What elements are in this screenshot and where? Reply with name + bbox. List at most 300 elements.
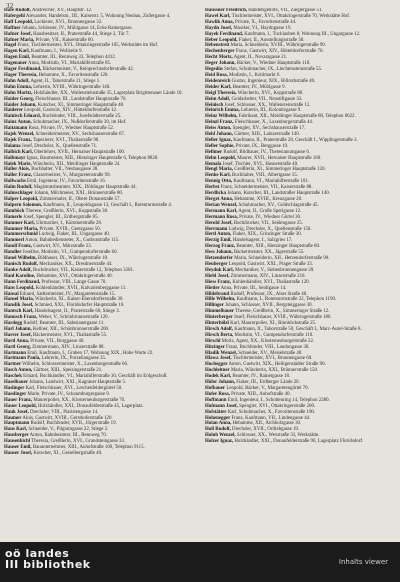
entry-name: Harrer Josef, xyxy=(4,332,32,338)
entry-details: Wäscherin, XI., Kaiser-Ebersdorferstraße 30. xyxy=(33,297,124,303)
entry-details: Buchhalter, VII., Neubaugasse 38. xyxy=(30,167,99,173)
entry-name: Hammer Karl, xyxy=(4,220,35,226)
entry-name: Hager Ferdinand, xyxy=(4,67,42,73)
entry-name: Hardegg xyxy=(4,321,23,327)
entry-name: Hajek Franz, xyxy=(4,137,32,143)
entry-name: Hansel Maria, xyxy=(4,297,34,303)
entry-details: Private, VII., Kaiserstraße 60. xyxy=(34,37,95,43)
entry-details: Fiaker, III., Erdberger Lände 20. xyxy=(235,380,300,386)
entry-name: Hermann Rosa, xyxy=(205,214,238,220)
entry-name: Hetzendorfer xyxy=(205,256,233,262)
entry-name: Höfer Johann, xyxy=(205,380,236,386)
entry-name: Hofmann Josef, xyxy=(205,403,238,409)
entry-details: Rosa, Private, IV., Wiedner Hauptstraße 52. xyxy=(27,126,115,132)
entry-name: Hitzinger xyxy=(205,344,225,350)
entry-name: Hertl Anton, xyxy=(205,232,232,238)
entry-details: Fiaker, XIX., Grinzinger Straße 30. xyxy=(231,232,302,238)
entry-name: Hauer Leopold, xyxy=(4,403,37,409)
right-column xyxy=(205,8,397,536)
entry-name: Heigl Theresia, xyxy=(205,90,237,96)
entry-name: Hechenberger xyxy=(205,49,235,55)
entry-name: Hammerschmid xyxy=(4,232,38,238)
entry-name: Hochleitner xyxy=(205,368,230,374)
entry-details: Agent, II., Novaragasse 21. xyxy=(232,55,288,61)
entry-name: Holan Anna, xyxy=(205,421,232,427)
entry-details: Josef, Spengler, III., Erdbergstraße 85. xyxy=(22,214,99,220)
entry-details: Hebamme, XVI., Ottakringerstraße 40. xyxy=(35,273,113,279)
entry-details: Franz, Schneidermeister, VII., Kaiserstraße 88. xyxy=(219,185,313,191)
entry-details: Johann, Schlosser, XVII., Bergsteiggasse 30. xyxy=(223,303,313,309)
entry-details: Hebamme, X., Favoritenstraße 120. xyxy=(37,72,109,78)
entry-name: Hahn Moritz, xyxy=(4,90,33,96)
entry-details: Theresia, Greißlerin, XVI., Grundsteingasse 33. xyxy=(30,439,126,445)
entry-name: Hahn Emma, xyxy=(4,84,32,90)
entry-name: Himmelbauer xyxy=(205,309,235,315)
entry-name: Hegedüs xyxy=(205,67,223,73)
entry-details: Moriz, Agent, XX., Klosterneuburgerstraße 22. xyxy=(220,338,315,344)
entry-details: Modistin, VI., Gumpendorferstraße 110. xyxy=(233,332,314,338)
entry-name: Hess Johann, xyxy=(205,250,233,256)
entry-name: Hennig Otto, xyxy=(205,179,233,185)
entry-name: Herbst xyxy=(205,185,220,191)
entry-details: Johann, Landwirt, XXI., Kagraner Hauptstraße 5. xyxy=(27,380,127,386)
entry-name: Hanke Adolf, xyxy=(4,267,32,273)
entry-details: Holzhändler, XXI., Donaufelderstraße 45, Lagerplatz. xyxy=(36,403,144,409)
logo-line-1: oö landes xyxy=(5,547,70,560)
entry-details: Uhrmacher, I., Kärntnerstraße 28. xyxy=(34,220,103,226)
entry-details: Agent, II., Taborstraße 21, Stiege 1. xyxy=(29,78,101,84)
entry-details: Josef, Schlosser, XX., Wallensteinstraße 12. xyxy=(223,102,311,108)
entry-name: Hausberger xyxy=(4,433,29,439)
entry-details: Magistratsbeamter, XIX., Döblinger Hauptstraße 44. xyxy=(32,185,137,191)
entry-details: Josef, Fleischhauer, XVIII., Währingerstraße 180. xyxy=(232,315,332,321)
entry-details: Beamter, III., Rennweg 33, Telephon 4412. xyxy=(30,55,116,61)
entry-details: Josef, Tischler, XVI., Hasnerstraße 40. xyxy=(221,161,299,167)
entry-name: Hainz Anton, xyxy=(4,120,32,126)
entry-details: Gastwirt, XV., Märzstraße 23. xyxy=(32,244,92,250)
entry-name: Hauser Emil, xyxy=(4,445,32,451)
entry-details: Bäckermeister, XVI., Thaliastraße 55. xyxy=(31,332,108,338)
entry-details: Therese, Greißlerin, XVI., Koppstraße 30. xyxy=(24,208,109,214)
entry-details: Tapezierer, XVI., Thaliastraße 90. xyxy=(31,137,100,143)
entry-name: Haslinger xyxy=(4,386,25,391)
entry-details: Anna, Modistin, VI., Mariahilferstraße 85. xyxy=(27,61,112,67)
entry-name: Haiderer xyxy=(4,108,23,114)
entry-name: Heller Ignaz, xyxy=(205,137,233,143)
entry-name: Hasch Anton, xyxy=(4,368,33,374)
entry-name: Hodek Karl, xyxy=(205,374,232,380)
entry-details: Karl, Schuhmacher, X., Favoritenstraße 190. xyxy=(226,409,316,415)
entry-name: Hebenstreit xyxy=(205,43,230,49)
entry-details: Wäscherin, XII., Meidlinger Hauptstraße 24. xyxy=(31,161,121,167)
entry-details: Rudolf, Buchbinder, XVII., Jörgerstraße 19. xyxy=(29,421,117,427)
entry-details: Kaufmann, II., Praterstraße 28, Geschäft I., Wipplingerstraße 3. xyxy=(232,137,358,143)
entry-name: Herdlicka xyxy=(205,191,226,197)
entry-details: Leopold, Gastwirt, XIV., Hütteldorferstraße 12. xyxy=(22,108,118,114)
entry-details: Schuhmacher, XV., Goldschlagstraße 45. xyxy=(237,202,319,208)
entry-name: Hafner Maria, xyxy=(4,37,35,43)
entry-details: Rudolf, Beamter, III., Salesianergasse 11. xyxy=(22,321,105,327)
entry-details: Franz, Buchbinder, VIII., Laudongasse 30. xyxy=(224,344,310,350)
entry-name: Hawel Karl, xyxy=(205,13,231,19)
library-logo[interactable] xyxy=(5,548,91,571)
entry-details: Anton, Bahnbeamter, III., Rennweg 70. xyxy=(28,433,108,439)
entry-name: Herrmann xyxy=(205,226,228,232)
entry-details: Wilhelm, Schlossermeister, X., Laxenburgerstraße 66. xyxy=(21,362,129,368)
entry-details: Emil, Kaufmann, I., Graben 17, Wohnung XIX., Hohe Warte 22. xyxy=(26,350,154,356)
entry-details: Bäckermeister, XX., Jägerstraße 55. xyxy=(232,250,305,256)
entry-details: Hausbesitzer, II., Praterstraße 44, Stiege 2, Tür 7. xyxy=(31,31,130,37)
entry-details: Ludwig, Fiaker, III., Ungargasse 40. xyxy=(37,232,110,238)
entry-details: Greißlerin, XI., Simmeringer Hauptstraße 120. xyxy=(232,167,326,173)
entry-details: Emil, Ingenieur, IV., Favoritenstraße 16. xyxy=(25,179,106,185)
entry-name: Herget Anna, xyxy=(205,197,233,202)
entry-details: Kohlenhändler, XVII., Kalvarienberggasse 11. xyxy=(34,285,127,291)
entry-name: Heider Karl, xyxy=(205,84,232,90)
entry-details: Rudolf, Bildhauer, IV., Theresianumgasse 6. xyxy=(222,149,311,155)
entry-details: Kaufmann, I., Tuchlauben 8, Wohnung III., Ungargasse 12. xyxy=(243,31,361,37)
entry-name: Heger Johann, xyxy=(205,61,236,67)
entry-name: Hansal xyxy=(4,291,19,297)
entry-name: Halama xyxy=(4,143,21,149)
entry-name: Hann Ferdinand, xyxy=(4,279,41,285)
entry-name: Hinterberger xyxy=(205,315,233,321)
entry-name: Heid Rosa, xyxy=(205,72,228,78)
entry-details: Bauunternehmer, XIII., Auhofstraße 100, Telephon 9115. xyxy=(31,445,145,451)
entry-name: Hantsch Karl, xyxy=(4,309,34,315)
entry-name: Hille Wilhelm, xyxy=(205,297,236,303)
entry-details: Leopold, Bäcker, V., Margaretengürtel 70. xyxy=(225,386,309,391)
entry-name: Hager Theresia, xyxy=(4,72,38,78)
entry-details: Fleischhauer, III., Landstraßer Hauptstraße 70. xyxy=(34,96,127,102)
entry-name: Heuberger xyxy=(205,261,228,267)
entry-name: Halek Marie, xyxy=(4,161,32,167)
entry-name: Hawlik Anna, xyxy=(205,19,234,25)
entry-name: Hellmer xyxy=(205,149,223,155)
entry-details: Private, X., Favoritenstraße 44. xyxy=(233,19,297,25)
entry-details: Maria, Schneiderin, XII., Hetzendorferstraße 90. xyxy=(232,256,330,262)
left-column xyxy=(4,8,194,536)
entry-name: Henke Karl, xyxy=(205,173,231,179)
entry-name: Hajek Wenzel, xyxy=(4,132,35,138)
entry-name: Hagel xyxy=(4,43,17,49)
entry-name: Hirsch Berta, xyxy=(205,332,234,338)
entry-details: Beamter, IV., Mühlgasse 9. xyxy=(231,84,286,90)
entry-details: Kaufmann, I., Wollzeile 9. xyxy=(29,49,83,55)
entry-details: Alois, Gastwirt, XVIII., Gersthoferstraße 120. xyxy=(21,415,113,421)
entry-details: Tischlermeister, XVI., Brunnengasse 60. xyxy=(231,356,313,362)
entry-name: Hanl Karoline, xyxy=(4,273,36,279)
entry-details: Beamter, IV., Rainergasse 18. xyxy=(231,374,291,380)
entry-name: Haider Johann, xyxy=(4,102,37,108)
entry-details: Gärtner, XIII., Lainzerstraße 140. xyxy=(233,132,300,138)
entry-name: Held Johann, xyxy=(205,132,233,138)
entry-name: Haffner xyxy=(4,25,21,31)
entry-details: Kellner, XII., Schönbrunnerstraße 200. xyxy=(31,326,110,332)
entry-name: Haydn Josef, xyxy=(205,25,233,31)
entry-name: Handl Franz, xyxy=(4,244,32,250)
entry-name: Heim Adolf, xyxy=(205,96,231,102)
entry-name: Hasslinger xyxy=(4,391,27,397)
entry-name: Haumer xyxy=(4,415,22,421)
entry-name: Hietler xyxy=(205,285,220,291)
entry-name: Hochegger xyxy=(205,362,228,368)
entry-details: Schneider, V., Pilgramgasse 22, Stiege 2. xyxy=(27,427,109,433)
entry-details: Ignaz, Baumeister, XIII., Hietzinger Hauptstraße 6, Telephon 8820. xyxy=(25,155,159,161)
entry-details: Buchhalter, VIII., Albertgasse 15. xyxy=(230,173,298,179)
entry-details: Fabrikant, XII., Meidlinger Hauptstraße 80, Telephon 6622. xyxy=(237,114,356,120)
entry-name: Hafner Josef, xyxy=(4,31,32,37)
entry-details: Kaufmann, II., Leopoldsgasse 13, Geschäft I., Rotenturmstraße 4. xyxy=(42,202,173,208)
entry-details: Fiaker, II., Ausstellungsstraße 30. xyxy=(237,37,305,43)
entry-details: Kaufmann, VI., Mariahilferstraße 101. xyxy=(232,179,309,185)
entry-name: Hamböck xyxy=(4,208,25,214)
page-number: 32 xyxy=(6,2,14,10)
entry-name: Holl Rudolf, xyxy=(205,427,231,433)
entry-details: Private, VII., Burggasse 40. xyxy=(29,338,85,344)
entry-name: Herzog Franz, xyxy=(205,244,236,250)
entry-name: Hafergehl xyxy=(4,13,25,19)
entry-details: Buchdrucker, VII., Seidengasse 25. xyxy=(232,220,303,226)
entry-name: Heyduk Karl, xyxy=(205,267,234,273)
entry-name: Halbmayr xyxy=(4,155,26,161)
entry-name: Holub Wenzel, xyxy=(205,433,236,439)
entry-name: Hallwachs xyxy=(4,179,26,185)
entry-name: Harl Johann, xyxy=(4,326,32,332)
entry-details: Handelsagent, II., Praterstraße 60, Stiege 3. xyxy=(33,309,120,315)
entry-details: Anton, Bahnbediensteter, X., Gudrunstraße 115. xyxy=(24,238,120,244)
entry-details: Private, IX., Berggasse 19. xyxy=(234,143,289,149)
entry-details: Kaufmann, I., Rotenturmstraße 22, Telephon 1190. xyxy=(235,297,337,303)
entry-name: Heinrich Emma, xyxy=(205,108,240,114)
entry-name: Hauk Josef, xyxy=(4,409,29,415)
entry-name: Heber Leopold, xyxy=(205,37,238,43)
entry-name: Haschek xyxy=(4,374,22,380)
entry-name: Hahn Adolf, xyxy=(4,78,30,84)
entry-details: Agent, II., Große Sperlgasse 12. xyxy=(237,208,302,214)
entry-details: Bildhauer, IX., Währingerstraße 18. xyxy=(36,256,109,262)
entry-name: Hagen Karl, xyxy=(4,49,30,55)
entry-details: Gustav, Ingenieur, XIX., Billrothstraße 40. xyxy=(230,78,316,84)
entry-details: Schneidermeister, XV., Sechshauserstraße 67. xyxy=(34,132,126,138)
entry-name: Hiebl Josef, xyxy=(205,273,230,279)
entry-name: Hammerl xyxy=(4,238,25,244)
entry-name: Hausenbichl xyxy=(4,439,31,445)
entry-details: Holzhändler, XXI., Donaufelderstraße 90, Lagerplatz Floridsdorf. xyxy=(233,439,364,445)
entry-details: Buchdrucker, VII., Kaiserstraße 12, Telephon 3301. xyxy=(31,267,135,273)
logo-line-2: III bibliothek xyxy=(5,558,91,571)
entry-name: Haff Leopold, xyxy=(4,19,34,25)
entry-name: Hiess Franz, xyxy=(205,279,232,285)
viewer-footer xyxy=(0,542,400,582)
entry-name: Haller Alois, xyxy=(4,167,30,173)
entry-details: Josef, Drechsler, X., Quellenstraße 71. xyxy=(20,143,98,149)
entry-name: Hohenegger xyxy=(205,415,231,421)
entry-name: Haussner Friedrich, xyxy=(205,8,248,13)
entry-details: Handelsgehilfe, VII., Zieglergasse 51. xyxy=(247,8,323,13)
entry-details: Karl, Maurerpolier, XI., Rinnböckstraße 25. xyxy=(228,321,317,327)
entry-name: Hainisch Eduard, xyxy=(4,114,41,120)
entry-details: Private, IV., Wiedner Gürtel 30. xyxy=(237,214,302,220)
entry-details: Zimmermann, XIV., Linzerstraße 210. xyxy=(229,273,306,279)
entry-details: Alexander, Handelsm., III., Kaiserstr. 5, Wohnung Neubau, Zollergasse 4. xyxy=(24,13,171,19)
entry-details: Hebamme, XII., Aichholzgasse 30. xyxy=(231,421,302,427)
entry-details: Franz, Kaufmann, VII., Lindengasse 44. xyxy=(230,415,311,421)
entry-name: Haider Georg, xyxy=(4,96,35,102)
entry-name: Hartl Georg, xyxy=(4,344,31,350)
entry-details: Private, XVIII., Gentzgasse 50. xyxy=(38,226,101,232)
entry-name: Hammer Maria, xyxy=(4,226,39,232)
entry-details: Lehrerin, XVIII., Währingerstraße 140. xyxy=(32,84,111,90)
entry-name: Hauer Franz, xyxy=(4,397,33,403)
entry-details: Private, XIII., Auhofstraße 40. xyxy=(229,391,291,397)
entry-details: Gärtner, XIII., Speisingerstraße 21. xyxy=(32,368,103,374)
entry-name: Heinz Wilhelm, xyxy=(205,114,238,120)
entry-details: Maurer, XVII., Hernalser Hauptstraße 160. xyxy=(235,155,322,161)
entry-name: Hofstätter xyxy=(205,409,227,415)
entry-details: Tischlermeister, XVI., Ottakringerstraße 70, Werkstätte Hof. xyxy=(230,13,351,19)
entry-details: Hebamme, XVIII., Kreuzgasse 20. xyxy=(232,197,303,202)
entry-name: Handler xyxy=(4,250,22,256)
entry-name: Hildebrand xyxy=(205,291,230,297)
entry-details: Johann, Milchmeier, XXI., Brünnerstraße 80. xyxy=(33,191,124,197)
entry-details: Kaufmann, II., Taborstraße 50, Geschäft I., Marc-Aurel-Straße 8. xyxy=(233,326,362,332)
entry-details: Rudolf, Professor, IX., Alser Straße 40. xyxy=(229,291,308,297)
entry-name: Hauptmann xyxy=(4,421,30,427)
entry-details: Kohlenhändler, XVI., Thaliastraße 120. xyxy=(231,279,310,285)
entry-details: Lackierer, XVI., Brunnengasse 32. xyxy=(33,19,103,25)
entry-name: Hladik Wenzel, xyxy=(205,350,237,356)
entry-details: Marie, Private, IV., Schaumburgergasse 9. xyxy=(26,391,110,397)
entry-details: Fleischhauer, X., Laxenburgerstraße 44. xyxy=(233,120,314,126)
entry-name: Halper Leopold, xyxy=(4,197,39,202)
entry-details: Bäckermeister, V., Reinprechtsdorferstraße 42. xyxy=(41,67,134,73)
entry-details: Spengler, XVI., Ottakringerstraße 200. xyxy=(237,403,316,409)
entry-name: Hanusch Franz, xyxy=(4,315,38,321)
entry-details: Handelsagent, I., Salzgries 17. xyxy=(231,238,293,244)
entry-details: Anna, Private, III., Seidlgasse 14. xyxy=(219,285,287,291)
entry-name: Hartner xyxy=(4,362,22,368)
entry-details: Anton, Gastwirt, XIX., Heiligenstädter Straße 90. xyxy=(227,362,326,368)
entry-name: Hofbauer xyxy=(205,386,226,391)
entry-name: Halpern Salomon, xyxy=(4,202,43,208)
entry-details: Drechsler, VIII., Piaristengasse 14. xyxy=(28,409,99,415)
entry-details: Glasermeister, V., Margaretenstraße 99. xyxy=(32,173,111,179)
entry-name: Hagenauer xyxy=(4,61,28,67)
entry-name: Hans Leopold, xyxy=(4,285,35,291)
entry-name: Hartmann xyxy=(4,350,27,356)
entry-name: Hirschl xyxy=(205,338,221,344)
entry-name: Haitzmann xyxy=(4,126,28,132)
entry-name: Heiss Anton, xyxy=(205,126,232,132)
entry-name: Hillinger xyxy=(205,303,224,309)
entry-name: Holzer Ignaz, xyxy=(205,439,234,445)
entry-name: Hagen Emil, xyxy=(4,55,31,61)
entry-details: Maria, Schneiderin, XVIII., Währingerstraße 99. xyxy=(229,43,326,49)
entry-name: Heinzl Franz, xyxy=(205,120,234,126)
entry-details: Zimmermann, XIV., Linzerstraße 88. xyxy=(30,344,105,350)
entry-name: Haller Franz, xyxy=(4,173,33,179)
entry-name: Herian Wenzel, xyxy=(205,202,238,208)
entry-details: Leopold, Gastwirt, XXI., Prager Straße 33. xyxy=(227,261,313,267)
entry-details: Lehrerin, III., Kolonitzgasse 9. xyxy=(239,108,302,114)
entry-name: Hecht Moriz, xyxy=(205,55,233,61)
entry-details: Kutscher, XI., Simmeringer Hauptstraße 48. xyxy=(36,102,125,108)
viewer-label[interactable]: Inhalts viewer xyxy=(338,558,388,566)
entry-name: Hauser Josef, xyxy=(4,450,33,456)
entry-name: Halm Rudolf, xyxy=(4,185,33,191)
entry-details: Buchbinder, VIII., Josefstädterstraße 25. xyxy=(40,114,122,120)
entry-details: Franz, Gastwirt, XIV., Hütteldorferstraße 70. xyxy=(234,49,324,55)
entry-name: Hanel Wilhelm, xyxy=(4,256,37,262)
entry-name: Hayek Ferdinand, xyxy=(205,31,244,37)
entry-details: Emil, Ingenieur, I., Schottenring 14, Telephon 2280. xyxy=(226,397,330,403)
entry-name: Herold Josef, xyxy=(205,220,233,226)
entry-details: Weber, V., Schönbrunnerstraße 120. xyxy=(37,315,109,321)
entry-name: Hengl Maria, xyxy=(205,167,233,173)
entry-details: Wäscherin, XVI., Koppstraße 88. xyxy=(236,90,304,96)
entry-name: Heinisch xyxy=(205,102,224,108)
entry-details: Spengler, XV., Sechshauserstraße 17. xyxy=(231,126,306,132)
entry-name: Heller Sophie, xyxy=(205,143,235,149)
entry-name: Hirsch Adolf, xyxy=(205,326,233,332)
entry-details: Eduard, Buchhändler, VI., Mariahilferstraße 30, Geschäft im Erdgeschoß. xyxy=(21,374,168,380)
entry-details: Schlosser, XX., Wexstraße 33, Werkstätte. xyxy=(235,433,320,439)
entry-details: Schneider, XV., Meiselstraße 40. xyxy=(236,350,303,356)
entry-name: Hinterhölzl xyxy=(205,321,229,327)
entry-name: Hanisch Rudolf, xyxy=(4,261,38,267)
entry-details: Professor, VIII., Lange Gasse 70. xyxy=(40,279,107,285)
entry-name: Hoffmann xyxy=(205,397,227,403)
entry-details: Modistin, I., Kohlmarkt 6. xyxy=(227,72,281,78)
entry-details: Eduard, Sattlermeister, IV., Margaretenstraße 15. xyxy=(18,291,116,297)
entry-name: Hofer Rosa, xyxy=(205,391,230,397)
entry-details: Josefine, Modistin, VI., Gumpendorferstraße 60. xyxy=(21,250,118,256)
entry-name: Hlawa Josef, xyxy=(205,356,232,362)
entry-details: Holzhändler, XX., Wallensteinstraße 35, Lagerplatz Brigittenauer Lände 10. xyxy=(32,90,183,96)
entry-name: Hanslik Josef, xyxy=(4,303,34,309)
entry-details: Karl, Fleischhauer, XVI., Lerchenfeldergürtel 50. xyxy=(24,386,123,391)
entry-name: Heidenreich xyxy=(205,78,231,84)
entry-details: Stefan, Schuhmacher, IX., Liechtensteinstraße 55. xyxy=(222,67,323,73)
entry-name: Haselbauer xyxy=(4,380,28,386)
entry-name: Hamerle xyxy=(4,214,23,220)
entry-name: Hartl Anna, xyxy=(4,338,29,344)
entry-details: Anstreicher, XV., Hauptstr. 12. xyxy=(30,8,93,13)
entry-details: Schmied, XXI., Floridsdorfer Hauptstraße 10. xyxy=(33,303,125,309)
entry-details: Mechaniker, XX., Dresdnerstraße 44. xyxy=(37,261,113,267)
entry-details: Drechsler, XVII., Ortliebgasse 19. xyxy=(230,427,300,433)
entry-details: Lehrerin, IX., Porzellangasse 35. xyxy=(40,356,107,362)
entry-name: Herzig Emil, xyxy=(205,238,232,244)
entry-name: Hemala xyxy=(205,161,222,167)
entry-name: Haus Karl, xyxy=(4,427,28,433)
entry-name: Halbich Karl, xyxy=(4,149,33,155)
entry-details: Mechaniker, V., Siebenbrunnengasse 20. xyxy=(233,267,315,273)
entry-name: Halmschlager xyxy=(4,191,34,197)
entry-details: Zimmermaler, II., Obere Donaustraße 57. xyxy=(38,197,121,202)
entry-details: Bäcker, V., Wiedner Hauptstraße 118. xyxy=(235,61,311,67)
directory-entry xyxy=(4,451,194,457)
entry-details: Therese, Greißlerin, X., Simmeringer Straße 12. xyxy=(234,309,330,315)
entry-details: Johann, Schlosser, IV., Mühlgasse 14, Ecke Rainergasse. xyxy=(20,25,133,31)
entry-details: Maurerpolier, XX., Klosterneuburgerstraße 70. xyxy=(32,397,126,403)
entry-details: Goldarbeiter, VII., Neustiftgasse 33. xyxy=(230,96,303,102)
entry-details: Maria, Wäscherin, XXI., Brünnerstraße 150. xyxy=(229,368,319,374)
entry-details: Ludwig, Drechsler, X., Quellenstraße 150. xyxy=(227,226,312,232)
entry-name: Hermann Karl, xyxy=(205,208,238,214)
entry-details: Schuhmacher, IX., Nußdorferstraße 30, im Hof. xyxy=(31,120,127,126)
